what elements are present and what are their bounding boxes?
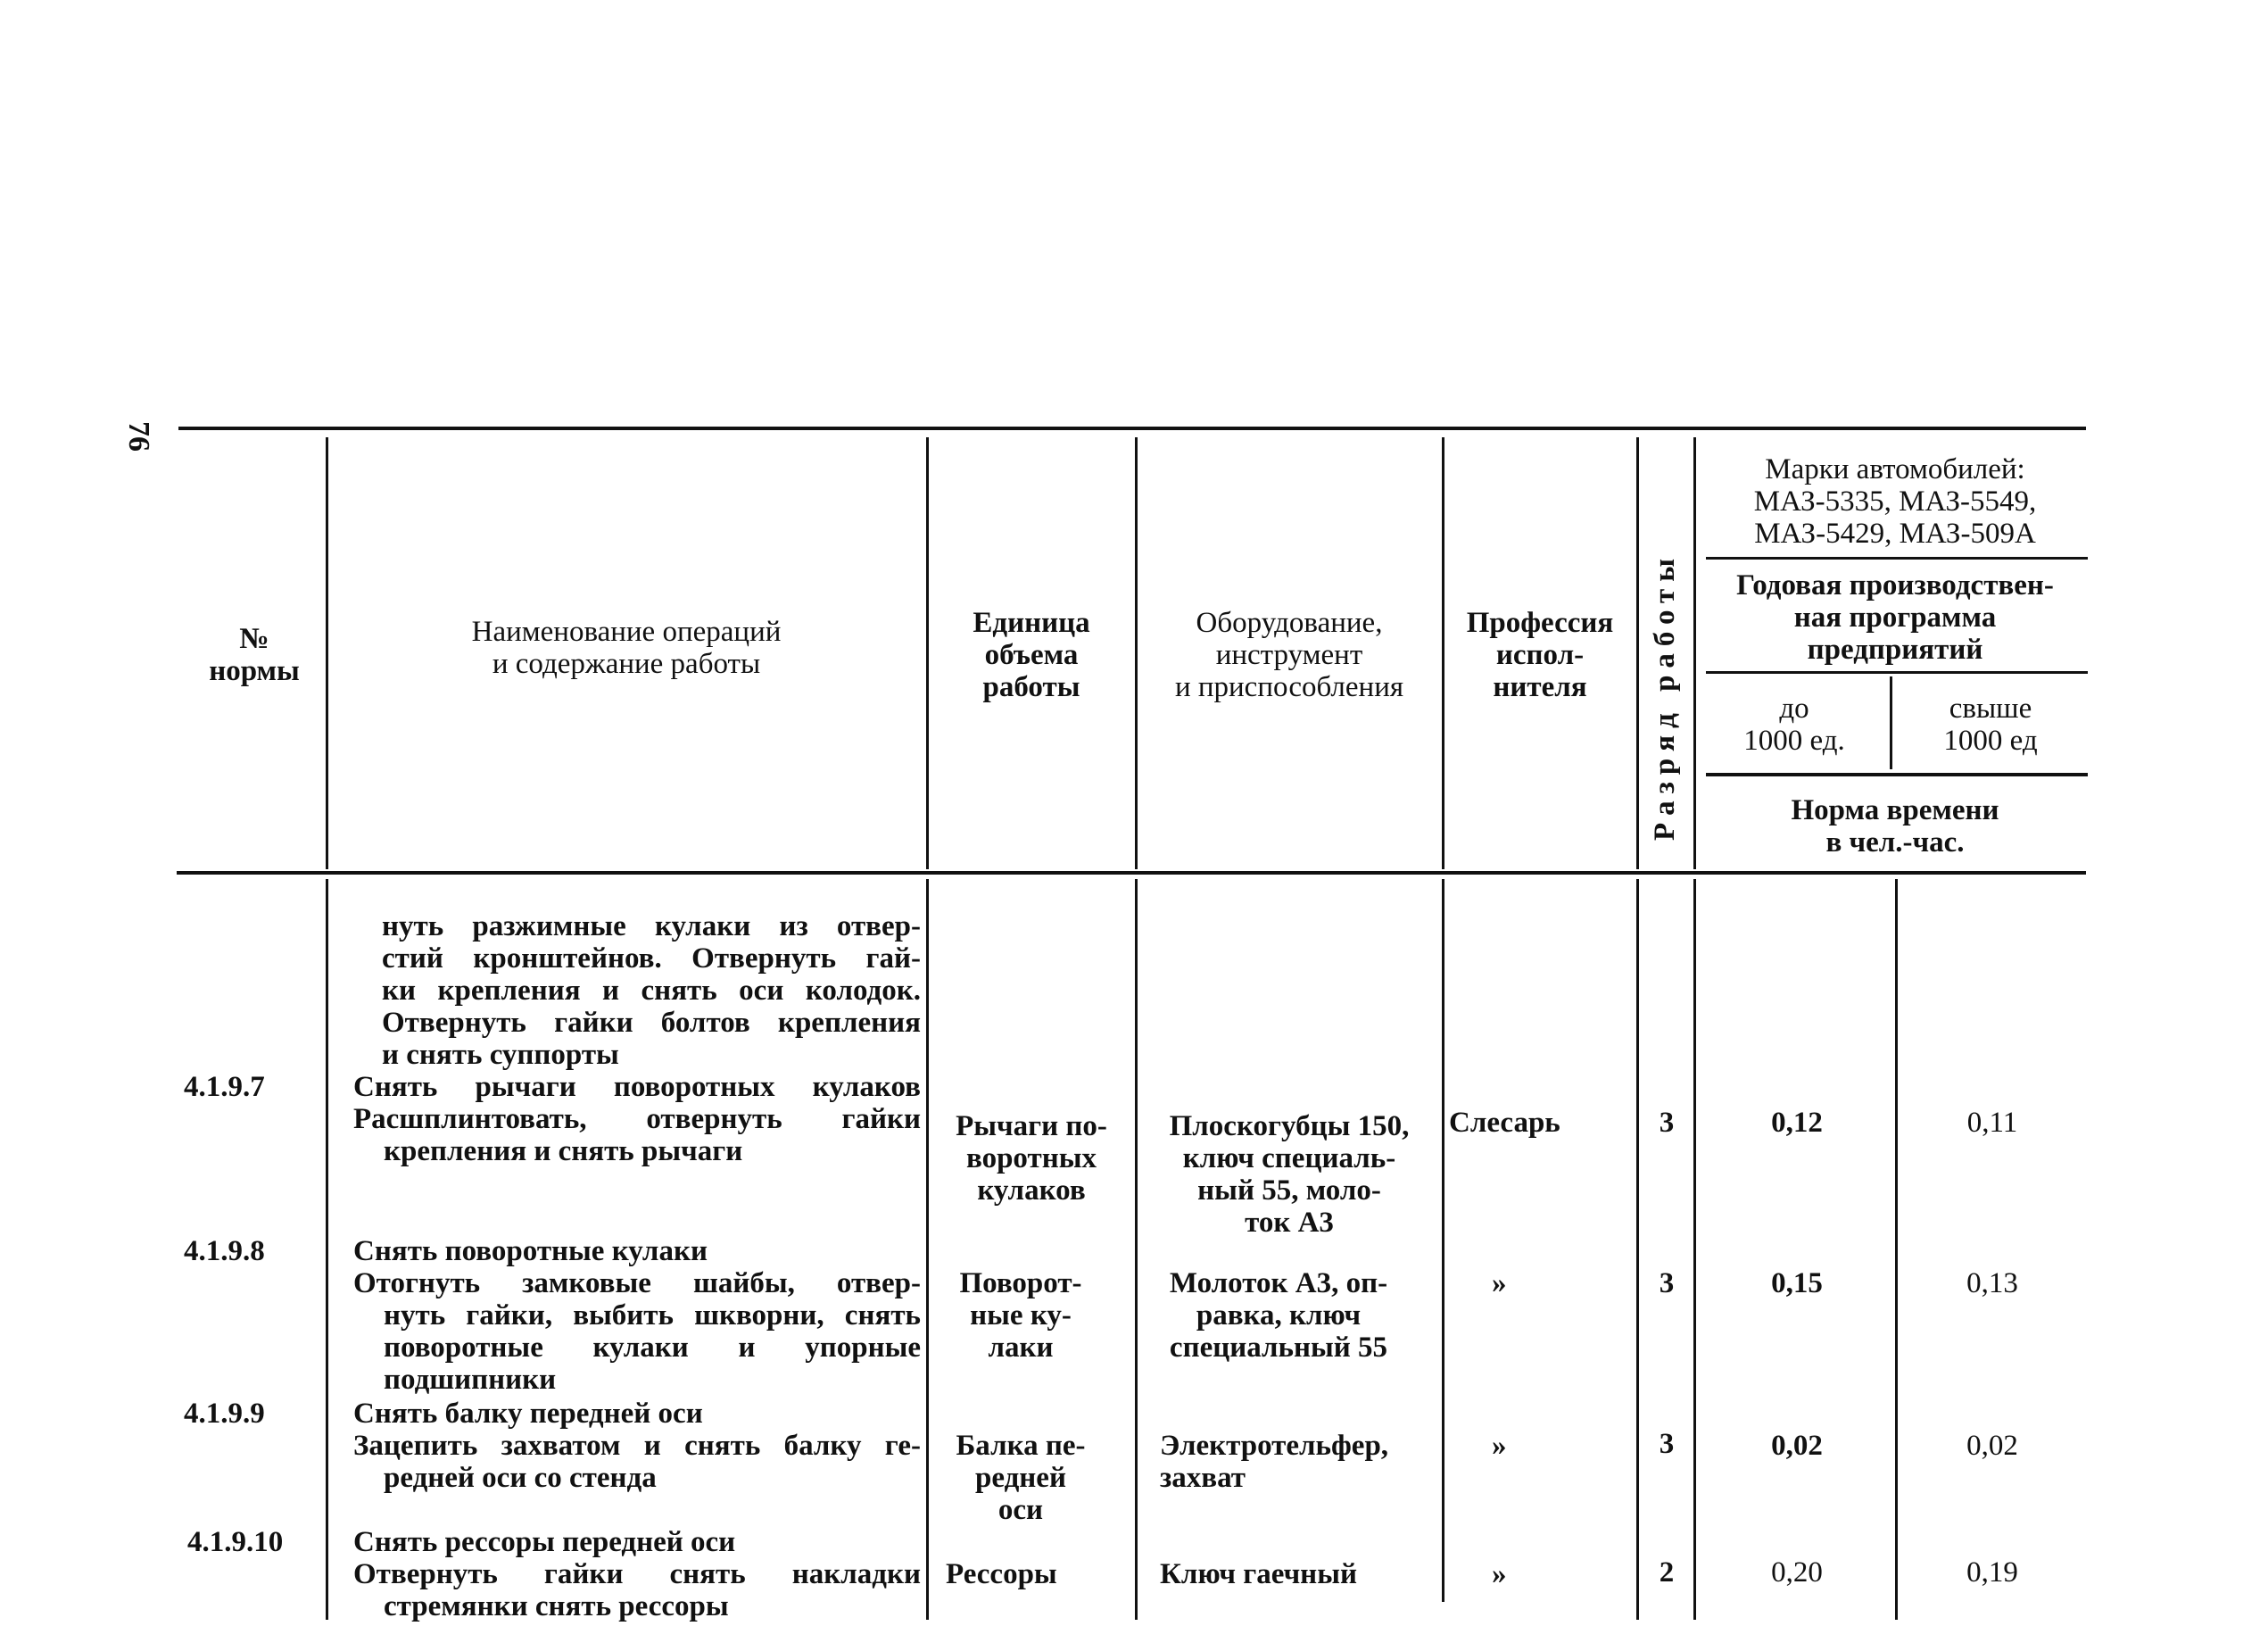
profession: Слесарь bbox=[1449, 1107, 1560, 1139]
header-annual-program: Годовая производствен- ная программа предприятий bbox=[1736, 569, 2054, 666]
operation-cell bbox=[353, 1235, 921, 1396]
header-divider bbox=[1693, 437, 1696, 869]
header-over-1000: свыше 1000 ед bbox=[1943, 693, 2038, 757]
operation-cell bbox=[353, 1398, 921, 1494]
operation-cell bbox=[353, 1071, 921, 1167]
text-line: стий кронштейнов. Отвернуть гай- bbox=[382, 942, 921, 975]
header-upto-1000: до 1000 ед. bbox=[1743, 693, 1845, 757]
page-number: 76 bbox=[122, 421, 155, 452]
header-work-grade: Разряд работы bbox=[1649, 551, 1681, 841]
header-divider bbox=[1442, 437, 1444, 869]
work-grade: 2 bbox=[1659, 1556, 1675, 1589]
operation-cell bbox=[353, 1526, 921, 1622]
operation-desc: Отогнуть замковые шайбы, отвер- bbox=[353, 1267, 921, 1299]
body-divider bbox=[1895, 879, 1898, 1620]
operation-desc: редней оси со стенда bbox=[384, 1462, 657, 1494]
header-car-brands: Марки автомобилей: МАЗ-5335, МАЗ-5549, МАЗ-5429, МАЗ-509А bbox=[1753, 453, 2037, 550]
work-unit: Поворот- ные ку- лаки bbox=[959, 1267, 1082, 1364]
operation-title: Снять балку передней оси bbox=[353, 1398, 703, 1430]
norm-number: 4.1.9.7 bbox=[184, 1071, 265, 1103]
profession: » bbox=[1492, 1267, 1507, 1299]
header-work-unit: Единица объема работы bbox=[973, 607, 1090, 703]
text-line: ки крепления и снять оси колодок. bbox=[382, 975, 921, 1007]
operation-title: Снять поворотные кулаки bbox=[353, 1235, 708, 1267]
program-rule bbox=[1706, 671, 2088, 674]
norm-upto-1000: 0,12 bbox=[1771, 1107, 1823, 1139]
work-grade: 3 bbox=[1659, 1107, 1675, 1139]
header-time-norm: Норма времени в чел.-час. bbox=[1791, 794, 1999, 859]
norm-upto-1000: 0,02 bbox=[1771, 1430, 1823, 1462]
operation-desc: крепления и снять рычаги bbox=[384, 1135, 743, 1167]
header-equipment: Оборудование, инструмент и приспособления bbox=[1174, 607, 1404, 703]
header-divider bbox=[1135, 437, 1138, 869]
operation-desc: Зацепить захватом и снять балку ге- bbox=[353, 1430, 921, 1462]
work-grade: 3 bbox=[1659, 1428, 1675, 1460]
equipment: Молоток А3, оп- равка, ключ специальный 55 bbox=[1169, 1267, 1388, 1364]
text-line: Отвернуть гайки болтов крепления bbox=[382, 1007, 921, 1039]
operation-desc: стремянки снять рессоры bbox=[384, 1590, 729, 1622]
operation-title: Снять рессоры передней оси bbox=[353, 1526, 736, 1558]
body-divider bbox=[1636, 879, 1639, 1620]
body-divider bbox=[926, 879, 929, 1620]
profession: » bbox=[1492, 1430, 1507, 1462]
header-divider bbox=[926, 437, 929, 869]
body-divider bbox=[1693, 879, 1696, 1620]
operation-desc: подшипники bbox=[384, 1364, 557, 1396]
range-rule bbox=[1706, 773, 2088, 776]
norm-over-1000: 0,11 bbox=[1966, 1107, 2018, 1139]
norm-over-1000: 0,02 bbox=[1966, 1430, 2018, 1462]
body-divider bbox=[1442, 879, 1444, 1602]
norm-upto-1000: 0,20 bbox=[1771, 1556, 1823, 1589]
norm-number: 4.1.9.10 bbox=[187, 1526, 284, 1558]
header-bottom-rule bbox=[177, 871, 2086, 875]
operation-desc: Расшплинтовать, отвернуть гайки bbox=[353, 1103, 921, 1135]
norm-over-1000: 0,13 bbox=[1966, 1267, 2018, 1299]
norm-number: 4.1.9.9 bbox=[184, 1398, 265, 1430]
header-divider bbox=[1890, 676, 1892, 769]
header-divider bbox=[326, 437, 328, 869]
continuation-text bbox=[382, 910, 921, 1071]
norm-over-1000: 0,19 bbox=[1966, 1556, 2018, 1589]
header-operation-name: Наименование операций и содержание работы bbox=[471, 616, 782, 680]
norm-number: 4.1.9.8 bbox=[184, 1235, 265, 1267]
text-line: нуть разжимные кулаки из отвер- bbox=[382, 910, 921, 942]
text-line: и снять суппорты bbox=[382, 1039, 619, 1071]
body-divider bbox=[1135, 879, 1138, 1620]
body-divider bbox=[326, 879, 328, 1620]
work-grade: 3 bbox=[1659, 1267, 1675, 1299]
profession: » bbox=[1492, 1558, 1507, 1590]
header-norm-number: № нормы bbox=[209, 623, 300, 687]
work-unit: Рессоры bbox=[946, 1558, 1057, 1590]
top-rule bbox=[178, 427, 2086, 430]
equipment: Электротельфер, захват bbox=[1160, 1430, 1389, 1494]
norm-upto-1000: 0,15 bbox=[1771, 1267, 1823, 1299]
header-profession: Профессия испол- нителя bbox=[1466, 607, 1614, 703]
operation-desc: нуть гайки, выбить шкворни, снять bbox=[384, 1299, 921, 1332]
work-unit: Рычаги по- воротных кулаков bbox=[956, 1110, 1107, 1207]
work-unit: Балка пе- редней оси bbox=[956, 1430, 1086, 1526]
equipment: Ключ гаечный bbox=[1160, 1558, 1357, 1590]
equipment: Плоскогубцы 150, ключ специаль- ный 55, моло- ток А3 bbox=[1169, 1110, 1410, 1239]
header-divider bbox=[1636, 437, 1639, 869]
brands-rule bbox=[1706, 557, 2088, 560]
operation-desc: поворотные кулаки и упорные bbox=[384, 1332, 921, 1364]
operation-desc: Отвернуть гайки снять накладки bbox=[353, 1558, 921, 1590]
operation-title: Снять рычаги поворотных кулаков bbox=[353, 1071, 921, 1103]
